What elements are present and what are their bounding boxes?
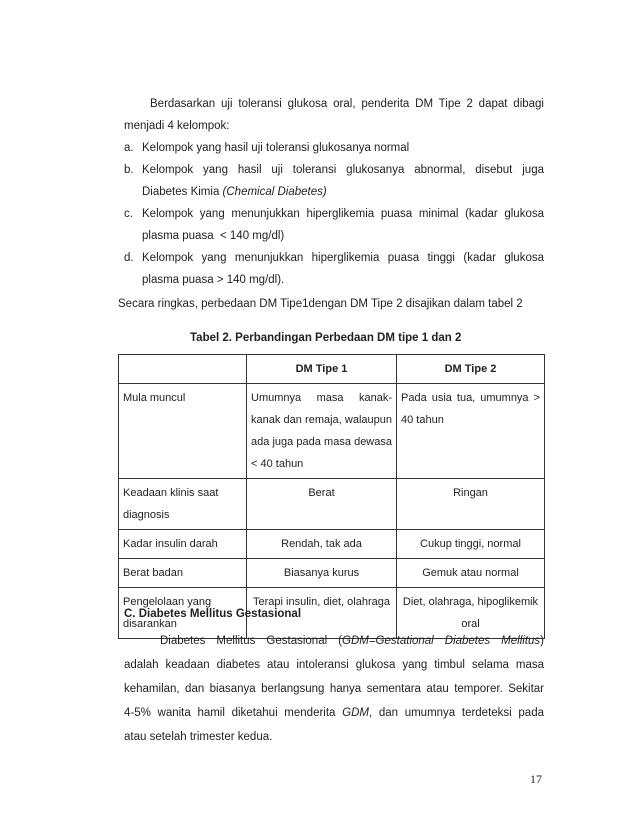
section-para-line-4 xyxy=(124,706,544,720)
list-item-b-line1: Kelompok yang hasil uji toleransi glukosanya abnormal, disebut juga xyxy=(142,164,544,176)
section-para-line-1 xyxy=(160,634,544,648)
table-header-row xyxy=(119,355,545,384)
list-item-b-line2 xyxy=(142,185,327,199)
section-heading: C. Diabetes Mellitus Gestasional xyxy=(124,608,302,620)
comparison-table xyxy=(118,354,545,639)
table-caption: Tabel 2. Perbandingan Perbedaan DM tipe 1 dan 2 xyxy=(190,332,462,344)
summary-line: Secara ringkas, perbedaan DM Tipe1dengan DM Tipe 2 disajikan dalam tabel 2 xyxy=(118,298,523,310)
table-header-dm2: DM Tipe 2 xyxy=(397,355,545,384)
page-number: 17 xyxy=(530,772,542,786)
section-line4-b: , dan umumnya terdeteksi pada xyxy=(368,707,544,719)
list-letter-a: a. xyxy=(124,142,134,154)
table-cell: Terapi insulin, diet, olahraga xyxy=(247,588,397,639)
list-item-b-text: Diabetes Kimia xyxy=(142,186,223,198)
list-item-c-line2: plasma puasa < 140 mg/dl) xyxy=(142,230,285,242)
list-item-a: Kelompok yang hasil uji toleransi glukosanya normal xyxy=(142,142,410,154)
list-item-d-line1: Kelompok yang menunjukkan hiperglikemia puasa tinggi (kadar glukosa xyxy=(142,252,544,264)
section-para-line-2: adalah keadaan diabetes atau intoleransi glukosa yang timbul selama masa xyxy=(124,659,544,671)
table-cell: Rendah, tak ada xyxy=(247,530,397,559)
table-cell: Biasanya kurus xyxy=(247,559,397,588)
list-letter-d: d. xyxy=(124,252,134,264)
list-letter-c: c. xyxy=(124,208,133,220)
section-para-italic: GDM=Gestational Diabetes Mellitus xyxy=(342,635,541,647)
section-para-line-5: atau setelah trimester kedua. xyxy=(124,731,273,743)
table-cell-label: Mula muncul xyxy=(119,384,247,479)
table-cell-label: Berat badan xyxy=(119,559,247,588)
table-row xyxy=(119,384,545,479)
table-cell-label: Kadar insulin darah xyxy=(119,530,247,559)
table-cell-label: Pengelolaan yang disarankan xyxy=(119,588,247,639)
table-cell: Ringan xyxy=(397,479,545,530)
table-header-empty xyxy=(119,355,247,384)
table-header-dm1: DM Tipe 1 xyxy=(247,355,397,384)
table-row xyxy=(119,530,545,559)
list-item-b-italic: (Chemical Diabetes) xyxy=(222,186,327,198)
table-cell-label: Keadaan klinis saat diagnosis xyxy=(119,479,247,530)
table-row xyxy=(119,559,545,588)
table-cell: Diet, olahraga, hipoglikemik oral xyxy=(397,588,545,639)
table-cell: Berat xyxy=(247,479,397,530)
list-item-c-line1: Kelompok yang menunjukkan hiperglikemia puasa minimal (kadar glukosa xyxy=(142,208,544,220)
section-para-start: Diabetes Mellitus Gestasional ( xyxy=(160,635,343,647)
section-para-line-3: kehamilan, dan biasanya berlangsung hanya sementara atau temporer. Sekitar xyxy=(124,683,544,695)
list-item-d-line2: plasma puasa > 140 mg/dl). xyxy=(142,274,285,286)
table-cell: Umumnya masa kanak-kanak dan remaja, walaupun ada juga pada masa dewasa < 40 tahun xyxy=(247,384,397,479)
intro-line-1: Berdasarkan uji toleransi glukosa oral, penderita DM Tipe 2 dapat dibagi xyxy=(150,98,544,110)
table-cell: Gemuk atau normal xyxy=(397,559,545,588)
list-letter-b: b. xyxy=(124,164,134,176)
section-line4-italic: GDM xyxy=(342,707,369,719)
section-para-end: ) xyxy=(540,635,545,647)
intro-line-2: menjadi 4 kelompok: xyxy=(124,120,230,132)
table-row xyxy=(119,479,545,530)
table-cell: Cukup tinggi, normal xyxy=(397,530,545,559)
table-cell: Pada usia tua, umumnya > 40 tahun xyxy=(397,384,545,479)
section-line4-a: 4-5% wanita hamil diketahui menderita xyxy=(124,707,343,719)
